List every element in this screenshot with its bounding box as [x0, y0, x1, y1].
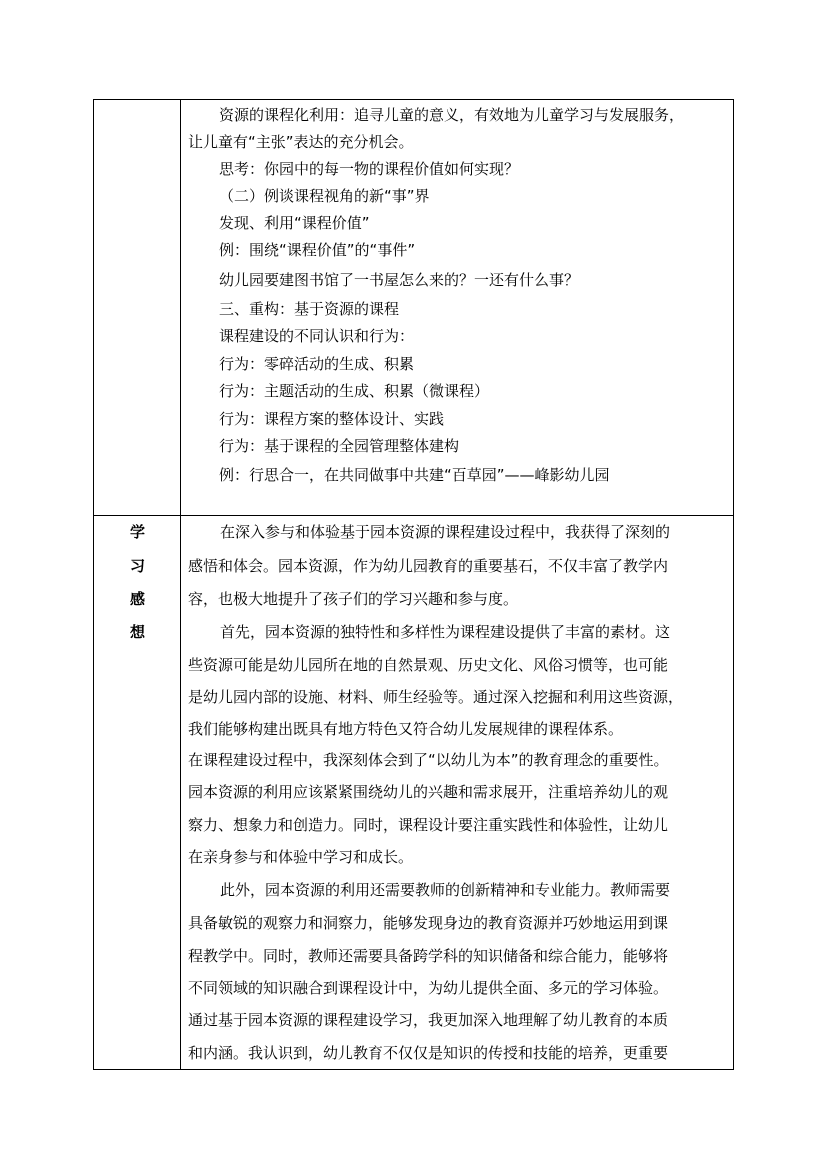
text-line: 容，也极大地提升了孩子们的学习兴趣和参与度。 — [188, 590, 519, 608]
text-line: 三、重构：基于资源的课程 — [219, 300, 400, 318]
text-line: 资源的课程化利用：追寻儿童的意义，有效地为儿童学习与发展服务， — [219, 106, 685, 124]
text-line: 课程建设的不同认识和行为： — [219, 327, 415, 345]
text-line: 感悟和体会。园本资源，作为幼儿园教育的重要基石，不仅丰富了教学内 — [188, 557, 669, 575]
text-line: 让儿童有“主张”表达的充分机会。 — [188, 133, 414, 151]
table-right-border — [733, 99, 734, 1070]
table-column-divider — [180, 99, 181, 1070]
text-line: 和内涵。我认识到，幼儿教育不仅仅是知识的传授和技能的培养，更重要 — [188, 1044, 669, 1062]
text-line: 园本资源的利用应该紧紧围绕幼儿的兴趣和需求展开，注重培养幼儿的观 — [188, 783, 669, 801]
text-line: 程教学中。同时，教师还需要具备跨学科的知识储备和综合能力，能够将 — [188, 947, 669, 965]
text-line: 首先，园本资源的独特性和多样性为课程建设提供了丰富的素材。这 — [220, 623, 671, 641]
label-char: 感 — [130, 590, 146, 608]
text-line: 行为：零碎活动的生成、积累 — [219, 355, 415, 373]
text-line: 通过基于园本资源的课程建设学习，我更加深入地理解了幼儿教育的本质 — [188, 1011, 669, 1029]
text-line: 些资源可能是幼儿园所在地的自然景观、历史文化、风俗习惯等，也可能 — [188, 656, 669, 674]
table-row-divider — [93, 515, 734, 516]
text-line: 例：行思合一，在共同做事中共建“百草园”——峰影幼儿园 — [219, 466, 610, 484]
text-line: 是幼儿园内部的设施、材料、师生经验等。通过深入挖掘和利用这些资源， — [188, 688, 684, 706]
text-line: 在深入参与和体验基于园本资源的课程建设过程中，我获得了深刻的 — [220, 523, 671, 541]
text-line: 在课程建设过程中，我深刻体会到了“以幼儿为本”的教育理念的重要性。 — [188, 751, 669, 769]
text-line: 行为：主题活动的生成、积累（微课程） — [219, 382, 490, 400]
text-line: 我们能够构建出既具有地方特色又符合幼儿发展规律的课程体系。 — [188, 720, 624, 738]
label-char: 习 — [130, 557, 146, 575]
text-line: 行为：基于课程的全园管理整体建构 — [219, 437, 460, 455]
text-line: 例：围绕“课程价值”的“事件” — [219, 241, 416, 259]
text-line: 此外，园本资源的利用还需要教师的创新精神和专业能力。教师需要 — [220, 881, 671, 899]
table-left-border — [93, 99, 94, 1070]
text-line: 幼儿园要建图书馆了一书屋怎么来的？一还有什么事？ — [219, 271, 580, 289]
label-char: 学 — [130, 523, 146, 541]
text-line: 察力、想象力和创造力。同时，课程设计要注重实践性和体验性，让幼儿 — [188, 816, 669, 834]
text-line: 具备敏锐的观察力和洞察力，能够发现身边的教育资源并巧妙地运用到课 — [188, 914, 669, 932]
text-line: （二）例谈课程视角的新“事”界 — [219, 187, 430, 205]
text-line: 思考：你园中的每一物的课程价值如何实现？ — [219, 160, 520, 178]
label-char: 想 — [130, 623, 146, 641]
table-bottom-border — [93, 1069, 734, 1070]
text-line: 发现、利用“课程价值” — [219, 214, 370, 232]
text-line: 行为：课程方案的整体设计、实践 — [219, 410, 445, 428]
text-line: 不同领域的知识融合到课程设计中，为幼儿提供全面、多元的学习体验。 — [188, 979, 669, 997]
text-line: 在亲身参与和体验中学习和成长。 — [188, 848, 414, 866]
table-top-border — [93, 99, 734, 100]
